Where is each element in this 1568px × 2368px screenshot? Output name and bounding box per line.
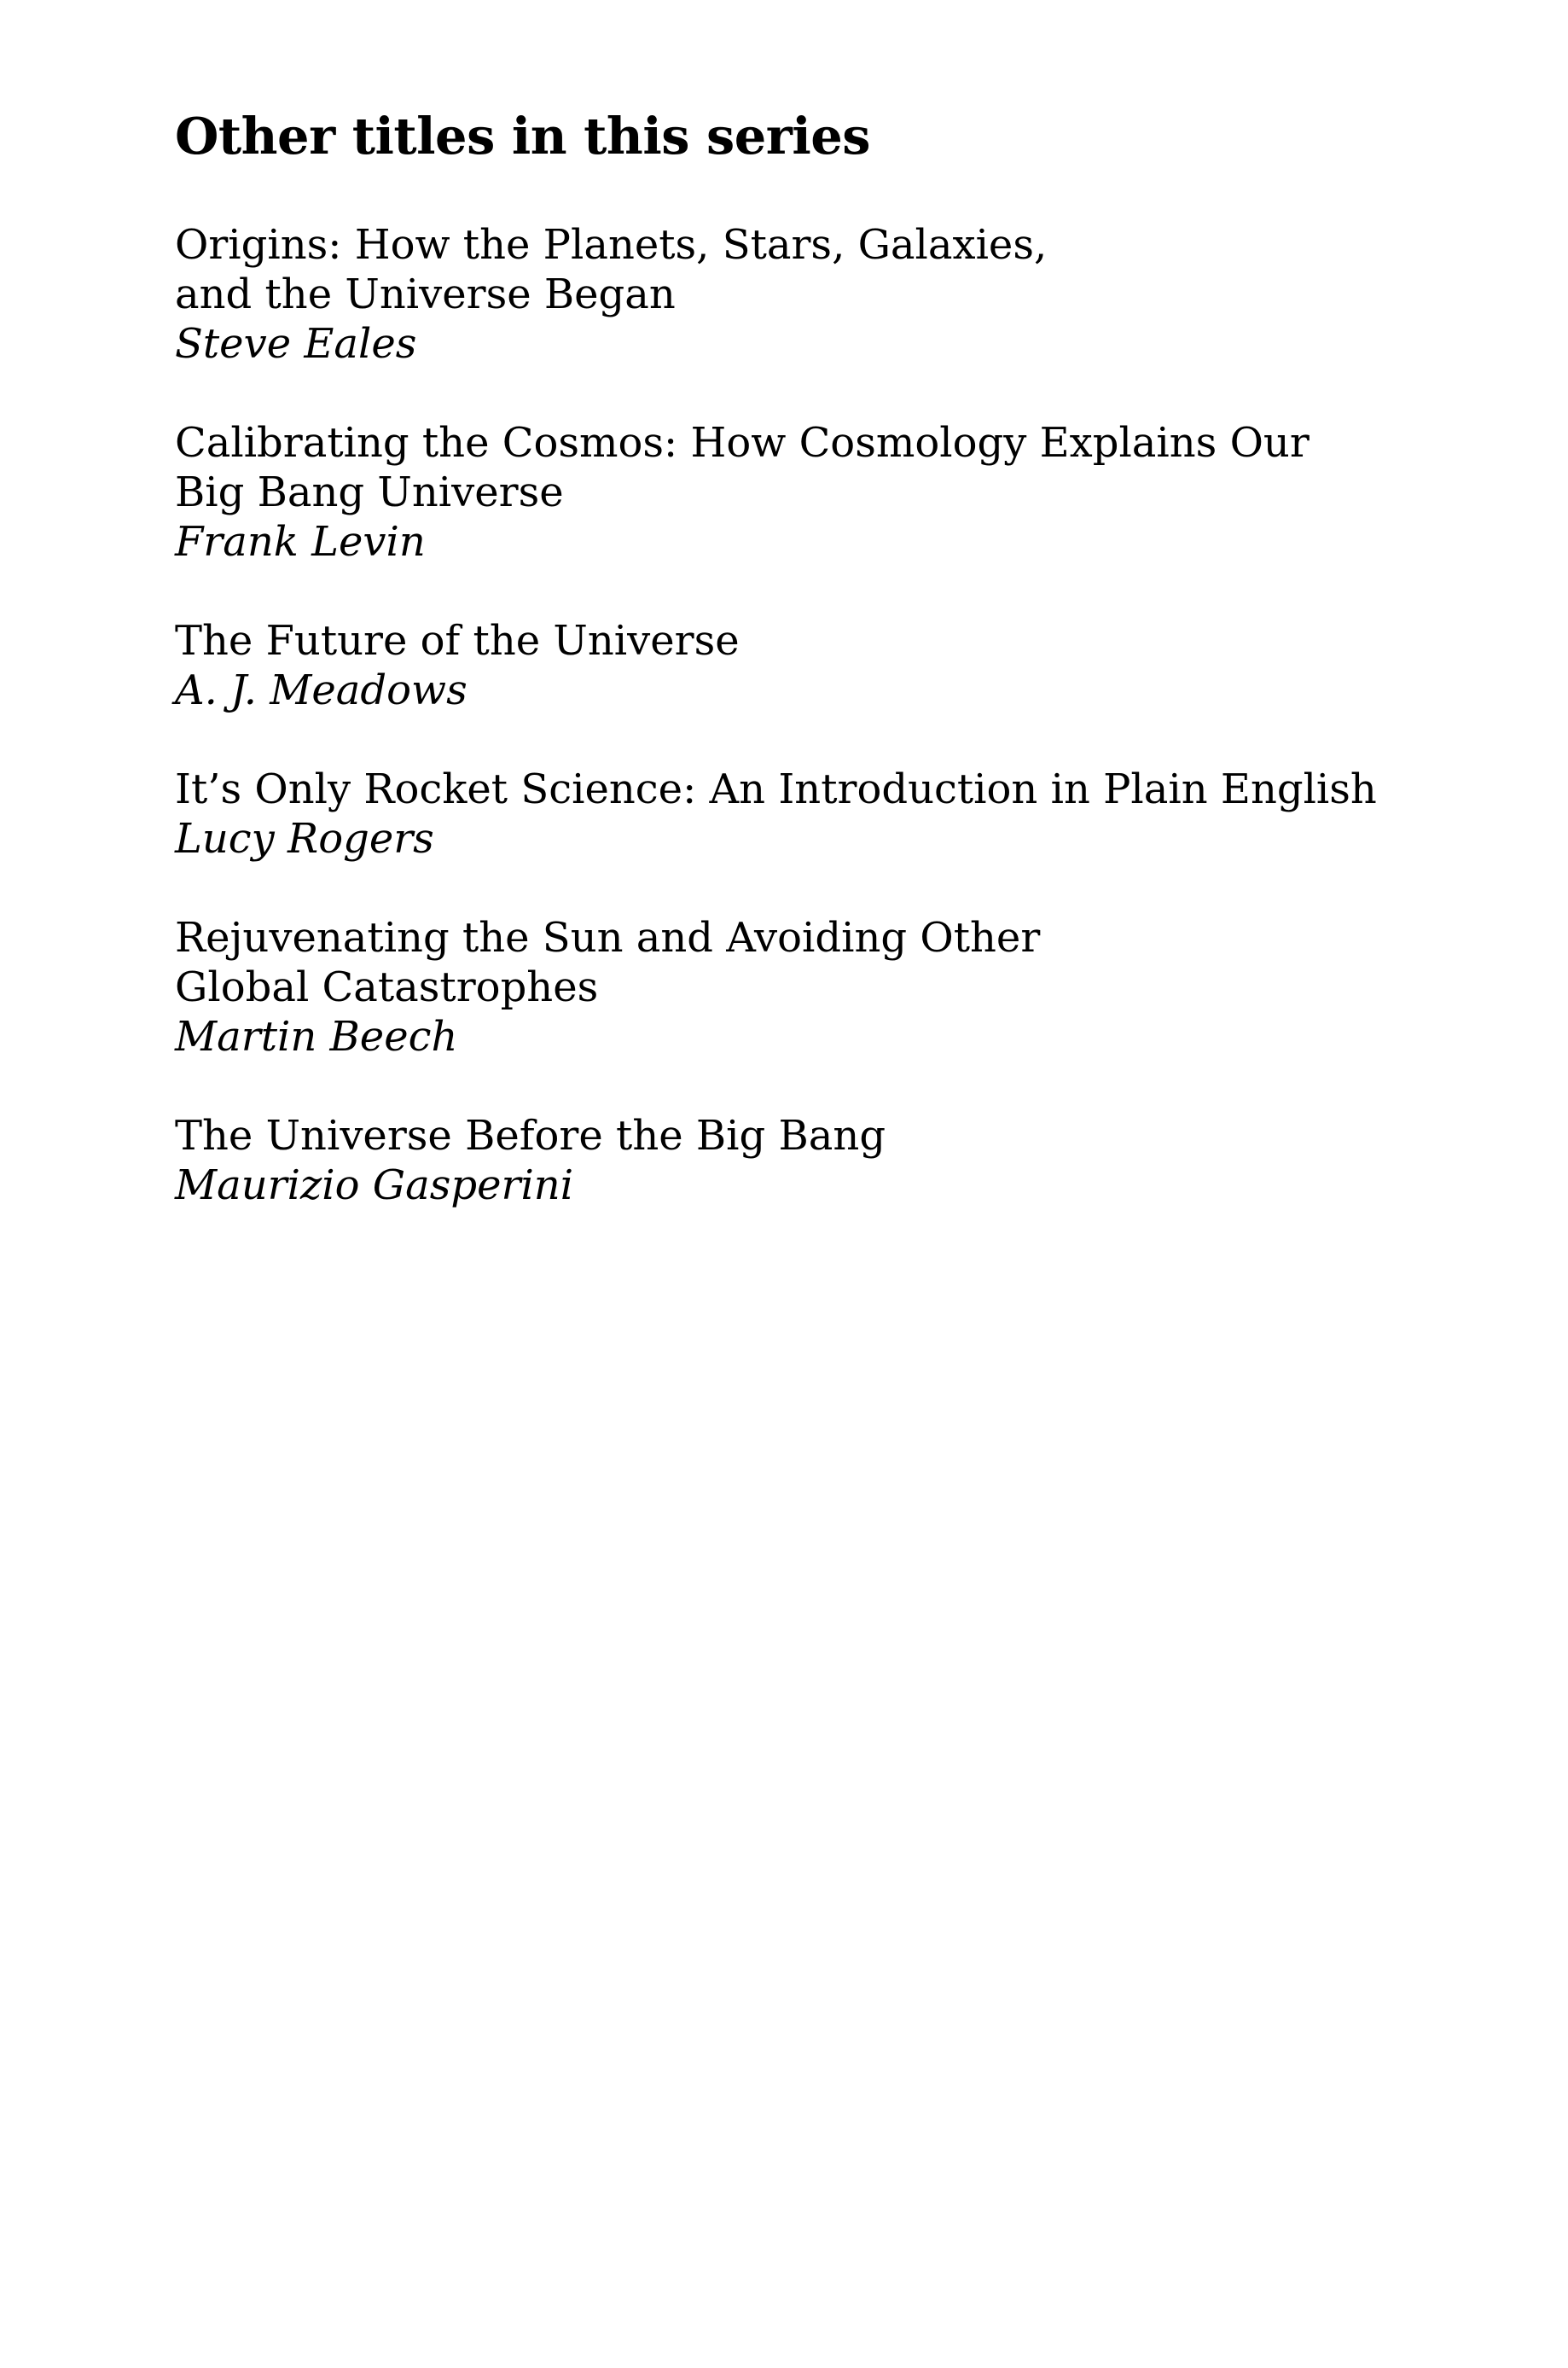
list-item bbox=[175, 616, 1455, 715]
list-item bbox=[175, 913, 1455, 1062]
list-item bbox=[175, 418, 1455, 567]
book-author: A. J. Meadows bbox=[175, 666, 467, 714]
list-item bbox=[175, 1111, 1455, 1210]
book-author: Martin Beech bbox=[175, 1013, 458, 1061]
list-item bbox=[175, 765, 1455, 864]
book-author: Steve Eales bbox=[175, 320, 417, 368]
book-author: Frank Levin bbox=[175, 518, 426, 566]
book-author: Lucy Rogers bbox=[175, 815, 434, 863]
book-author: Maurizio Gasperini bbox=[175, 1161, 574, 1209]
book-title: Origins: How the Planets, Stars, Galaxies, and the Universe Began bbox=[175, 221, 1048, 318]
page-heading: Other titles in this series bbox=[175, 107, 871, 166]
book-title: The Universe Before the Big Bang bbox=[175, 1112, 886, 1160]
book-title: Calibrating the Cosmos: How Cosmology Explains Our Big Bang Universe bbox=[175, 419, 1310, 516]
book-list bbox=[175, 220, 1455, 1210]
list-item bbox=[175, 220, 1455, 369]
book-title: It’s Only Rocket Science: An Introduction in Plain English bbox=[175, 765, 1377, 813]
book-title: Rejuvenating the Sun and Avoiding Other Global Catastrophes bbox=[175, 914, 1041, 1011]
book-title: The Future of the Universe bbox=[175, 617, 740, 665]
series-page bbox=[175, 102, 1455, 1260]
